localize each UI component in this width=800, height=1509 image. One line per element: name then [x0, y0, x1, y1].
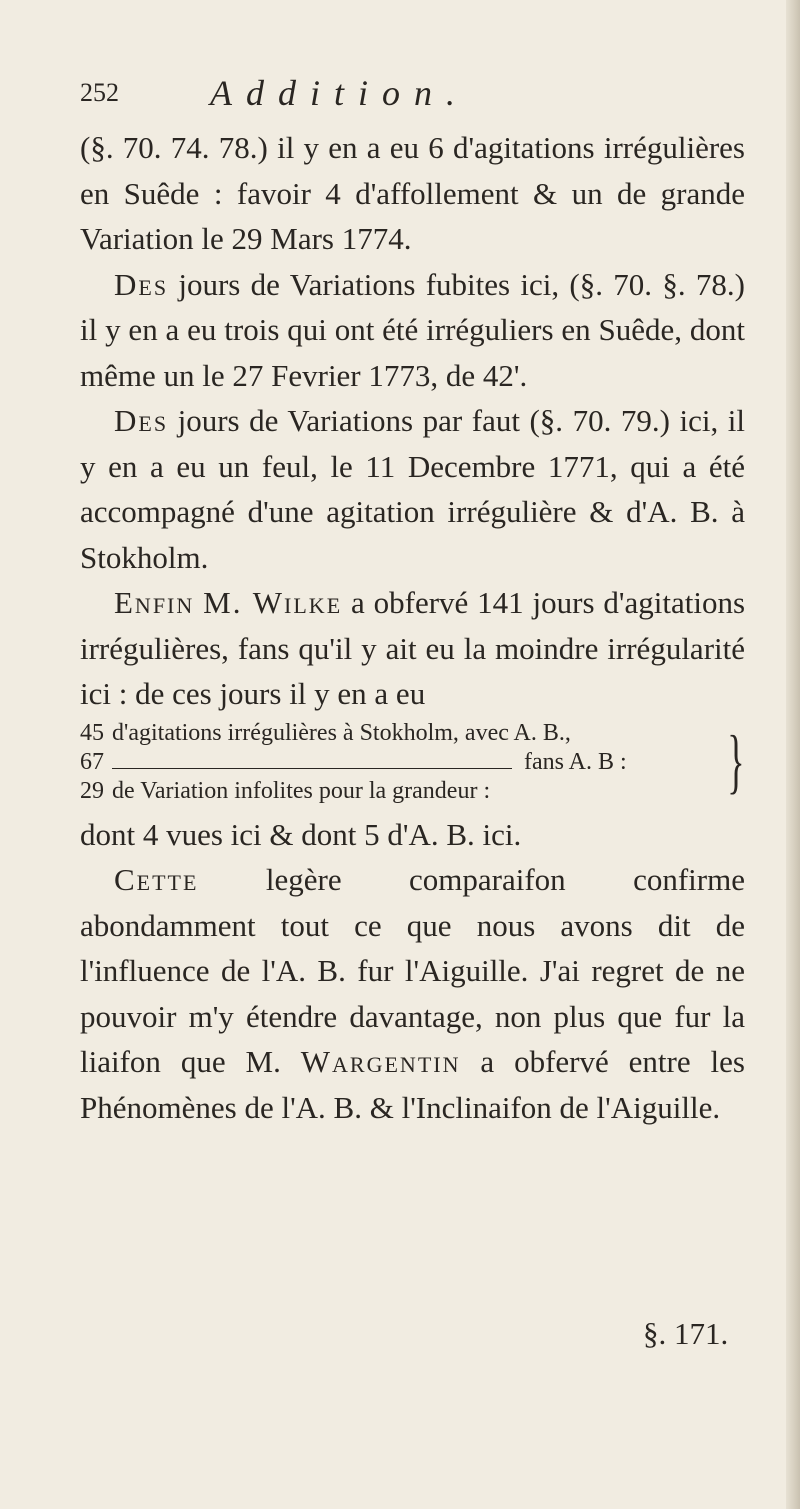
paragraph-3-lead: Des	[114, 403, 169, 438]
paragraph-6-text-1: legère comparaifon confirme abondamment tout ce que nous avons dit de l'influence de l'A. B. fur l'Aiguille. J'ai regret de ne pouvoir m'y étendre davantage, non plus que fur la liaifon que M.	[80, 862, 745, 1079]
agitation-table	[80, 719, 745, 806]
row-text: fans A. B :	[524, 748, 627, 775]
running-head: Addition.	[210, 73, 469, 113]
text-block	[80, 125, 745, 1130]
paragraph-6	[80, 857, 745, 1130]
table-row	[80, 748, 745, 777]
paragraph-5: dont 4 vues ici & dont 5 d'A. B. ici.	[80, 816, 522, 852]
paragraph-4-name: M. Wilke	[203, 585, 343, 620]
page-number: 252	[80, 78, 119, 107]
row-number: 67	[80, 748, 104, 775]
right-brace: }	[727, 720, 745, 801]
paragraph-2	[80, 262, 745, 399]
row-number: 45	[80, 719, 104, 746]
paragraph-1: (§. 70. 74. 78.) il y en a eu 6 d'agitations irrégulières en Suêde : favoir 4 d'affollement & un de grande Variation le 29 Mars 1774.	[80, 130, 745, 256]
paragraph-6-name: Wargentin	[300, 1044, 461, 1079]
paragraph-4-lead: Enfin	[114, 585, 195, 620]
page-header	[80, 73, 640, 118]
row-text: d'agitations irrégulières à Stokholm, avec A. B.,	[112, 719, 571, 746]
paragraph-6-text-2: a obfervé entre les Phénomènes de l'A. B. & l'Inclinaifon de l'Aiguille.	[80, 1044, 745, 1125]
table-row	[80, 777, 745, 806]
paragraph-2-text: jours de Variations fubites ici, (§. 70. §. 78.) il y en a eu trois qui ont été irréguliers en Suêde, dont même un le 27 Fevrier 1773, de 42'.	[80, 266, 745, 393]
paragraph-4	[80, 580, 745, 717]
catchword: §. 171.	[643, 1316, 729, 1351]
table-row	[80, 719, 745, 748]
row-text: de Variation infolites pour la grandeur :	[112, 777, 491, 804]
paragraph-2-lead: Des	[114, 266, 169, 302]
paragraph-3	[80, 398, 745, 580]
page-edge	[786, 0, 800, 1509]
paragraph-4-text: a obfervé 141 jours d'agitations irrégulières, fans qu'il y ait eu la moindre irrégularité ici : de ces jours il y en a eu	[80, 585, 746, 711]
paragraph-6-lead: Cette	[114, 862, 199, 897]
paragraph-3-text: jours de Variations par faut (§. 70. 79.) ici, il y en a eu un feul, le 11 Decembre 1771, qui a été accompagné d'une agitation irrégulière & d'A. B. à Stokholm.	[80, 403, 745, 575]
ditto-rule	[112, 768, 512, 769]
row-number: 29	[80, 777, 104, 804]
